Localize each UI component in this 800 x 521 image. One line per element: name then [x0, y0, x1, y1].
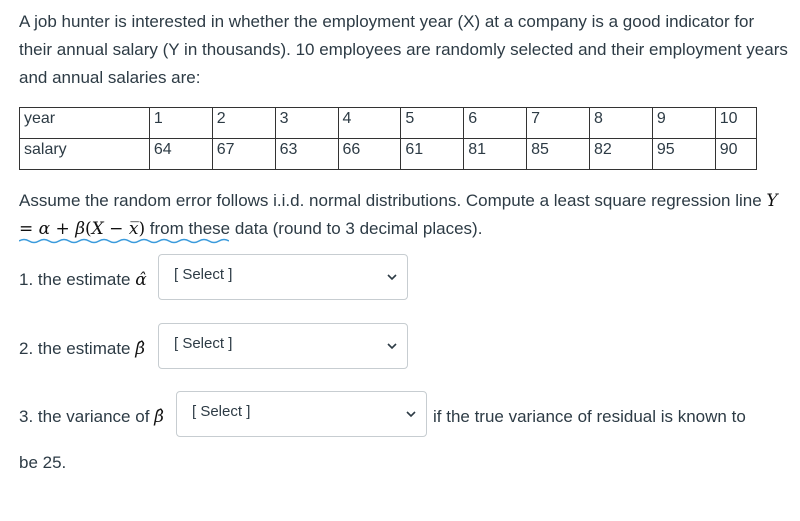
year-cell: 3 — [275, 108, 338, 139]
salary-cell: 64 — [149, 139, 212, 170]
year-cell: 1 — [149, 108, 212, 139]
chevron-down-icon — [386, 340, 398, 352]
year-cell: 8 — [590, 108, 653, 139]
salary-cell: 67 — [212, 139, 275, 170]
table-row-salary — [20, 139, 757, 170]
year-cell: 7 — [527, 108, 590, 139]
item-3-prefix: 3. the variance of — [19, 407, 150, 426]
year-cell: 5 — [401, 108, 464, 139]
table-row-year — [20, 108, 757, 139]
salary-cell: 63 — [275, 139, 338, 170]
beta-hat-select[interactable] — [158, 323, 408, 369]
question-item-3 — [19, 405, 164, 429]
question-item-2 — [19, 337, 145, 361]
item-1-prefix: 1. the estimate — [19, 270, 131, 289]
year-cell: 10 — [715, 108, 756, 139]
question-intro: A job hunter is interested in whether the employment year (X) at a company is a good indicator for their annual salary (Y in thousands). 10 employees are randomly selected and their employment years and annual salaries are: — [19, 12, 788, 87]
item-3-continuation: be 25. — [19, 453, 67, 472]
salary-cell: 81 — [464, 139, 527, 170]
regression-formula: Y = α + β(X − x̅) — [19, 191, 778, 239]
row-header-year: year — [20, 108, 150, 139]
question-item-1 — [19, 268, 147, 292]
item-3-suffix: if the true variance of residual is known to — [433, 407, 746, 426]
select-placeholder: [ Select ] — [174, 335, 233, 352]
beta-hat-symbol: β̂ — [135, 339, 146, 359]
year-cell: 2 — [212, 108, 275, 139]
select-placeholder: [ Select ] — [174, 266, 233, 283]
alpha-hat-symbol: α̂ — [135, 270, 147, 290]
variance-beta-hat-select[interactable] — [176, 391, 427, 437]
assumption-part1: Assume the random error follows i.i.d. normal distributions. Compute a least square regression line — [19, 191, 767, 210]
salary-cell: 66 — [338, 139, 401, 170]
data-table — [19, 107, 757, 170]
salary-cell: 82 — [590, 139, 653, 170]
alpha-hat-select[interactable] — [158, 254, 408, 300]
item-2-prefix: 2. the estimate — [19, 339, 131, 358]
salary-cell: 90 — [715, 139, 756, 170]
salary-cell: 85 — [527, 139, 590, 170]
year-cell: 6 — [464, 108, 527, 139]
chevron-down-icon — [405, 408, 417, 420]
chevron-down-icon — [386, 271, 398, 283]
salary-cell: 95 — [652, 139, 715, 170]
salary-cell: 61 — [401, 139, 464, 170]
assumption-part2: from these data (round to 3 decimal places). — [145, 219, 483, 238]
select-placeholder: [ Select ] — [192, 403, 251, 420]
year-cell: 9 — [652, 108, 715, 139]
assumption-text — [19, 187, 789, 243]
beta-hat-symbol: β̂ — [154, 407, 164, 427]
row-header-salary: salary — [20, 139, 150, 170]
year-cell: 4 — [338, 108, 401, 139]
spellcheck-underline — [19, 238, 229, 244]
